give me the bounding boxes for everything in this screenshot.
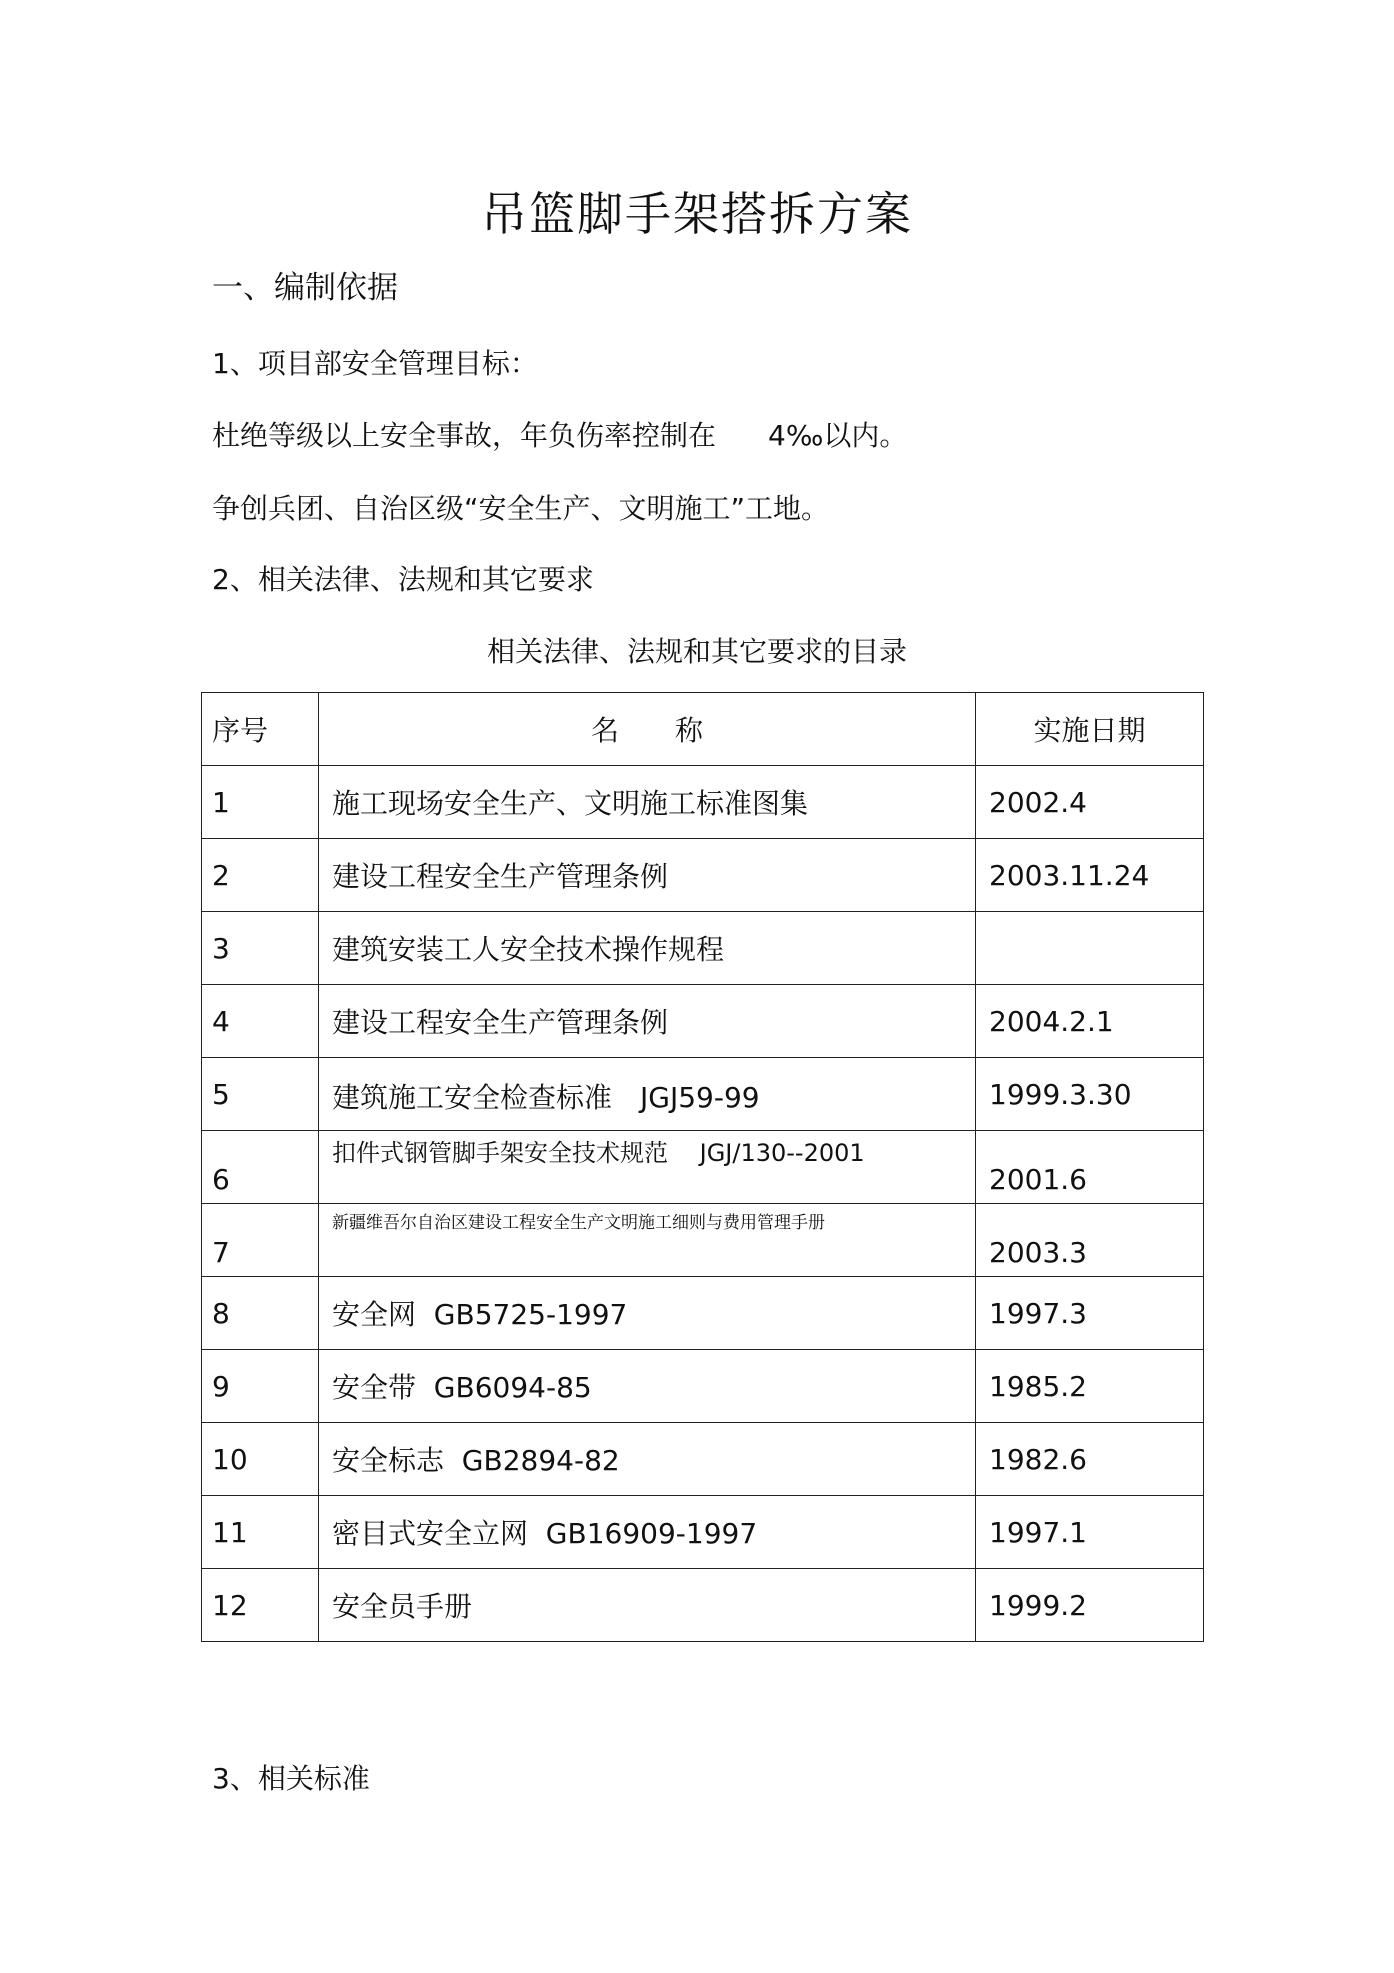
goal-line-2: 争创兵团、自治区级“安全生产、文明施工”工地。 [212, 492, 830, 525]
row-no: 11 [202, 1496, 319, 1569]
table-row [202, 1277, 1204, 1350]
table-row [202, 1423, 1204, 1496]
row-name: 建设工程安全生产管理条例 [319, 985, 976, 1058]
row-no-text: 7 [212, 1235, 230, 1269]
item3-heading: 3、相关标准 [212, 1762, 370, 1795]
table-row [202, 1058, 1204, 1131]
row-name [319, 1204, 976, 1277]
table-row [202, 766, 1204, 839]
table-row [202, 1569, 1204, 1642]
row-name [319, 1058, 976, 1131]
table-row [202, 985, 1204, 1058]
row-date: 1997.1 [976, 1496, 1204, 1569]
header-no: 序号 [202, 693, 319, 766]
header-name: 名 称 [319, 693, 976, 766]
table-caption: 相关法律、法规和其它要求的目录 [486, 635, 907, 668]
row-name: 安全带 GB6094-85 [319, 1350, 976, 1423]
row-no: 9 [202, 1350, 319, 1423]
row-name: 密目式安全立网 GB16909-1997 [319, 1496, 976, 1569]
row-date: 1982.6 [976, 1423, 1204, 1496]
row-no: 12 [202, 1569, 319, 1642]
row-no: 4 [202, 985, 319, 1058]
goal-line-1-prefix: 杜绝等级以上安全事故，年负伤率控制在 [212, 419, 717, 452]
document-title: 吊篮脚手架搭拆方案 [481, 187, 913, 241]
row-date [976, 912, 1204, 985]
row-no [202, 1204, 319, 1277]
row-name: 安全员手册 [319, 1569, 976, 1642]
table-row [202, 1204, 1204, 1277]
row-date [976, 1131, 1204, 1204]
table-row [202, 1131, 1204, 1204]
table-row [202, 1496, 1204, 1569]
row-no: 3 [202, 912, 319, 985]
row-name-text: 新疆维吾尔自治区建设工程安全生产文明施工细则与费用管理手册 [332, 1213, 825, 1233]
row-no: 1 [202, 766, 319, 839]
table-header-row [202, 693, 1204, 766]
row-name: 安全标志 GB2894-82 [319, 1423, 976, 1496]
table-row [202, 912, 1204, 985]
row-date: 2002.4 [976, 766, 1204, 839]
row-no: 5 [202, 1058, 319, 1131]
row-date: 1997.3 [976, 1277, 1204, 1350]
row-name: 安全网 GB5725-1997 [319, 1277, 976, 1350]
goal-line-1 [212, 414, 907, 454]
row-no [202, 1131, 319, 1204]
row-no: 8 [202, 1277, 319, 1350]
row-name: 施工现场安全生产、文明施工标准图集 [319, 766, 976, 839]
table-row [202, 839, 1204, 912]
item2-heading: 2、相关法律、法规和其它要求 [212, 563, 594, 596]
row-name: 建设工程安全生产管理条例 [319, 839, 976, 912]
row-no-text: 6 [212, 1162, 230, 1196]
row-date: 1999.2 [976, 1569, 1204, 1642]
section-heading-basis: 一、编制依据 [212, 270, 398, 306]
row-date-text: 2001.6 [989, 1162, 1087, 1196]
row-date: 2004.2.1 [976, 985, 1204, 1058]
regulations-table [201, 692, 1204, 1642]
row-date: 1985.2 [976, 1350, 1204, 1423]
row-name [319, 1131, 976, 1204]
row-no: 2 [202, 839, 319, 912]
row-no: 10 [202, 1423, 319, 1496]
goal-line-1-value: 4‰以内。 [768, 419, 908, 452]
header-date: 实施日期 [976, 693, 1204, 766]
item1-heading: 1、项目部安全管理目标： [212, 347, 538, 380]
row-date: 1999.3.30 [976, 1058, 1204, 1131]
row-name: 建筑安装工人安全技术操作规程 [319, 912, 976, 985]
row-name-text: 扣件式钢管脚手架安全技术规范 JGJ/130--2001 [332, 1139, 865, 1167]
row-name-text: 建筑施工安全检查标准 JGJ59-99 [332, 1081, 760, 1114]
row-date-text: 2003.3 [989, 1235, 1087, 1269]
row-date [976, 1204, 1204, 1277]
row-date: 2003.11.24 [976, 839, 1204, 912]
table-row [202, 1350, 1204, 1423]
